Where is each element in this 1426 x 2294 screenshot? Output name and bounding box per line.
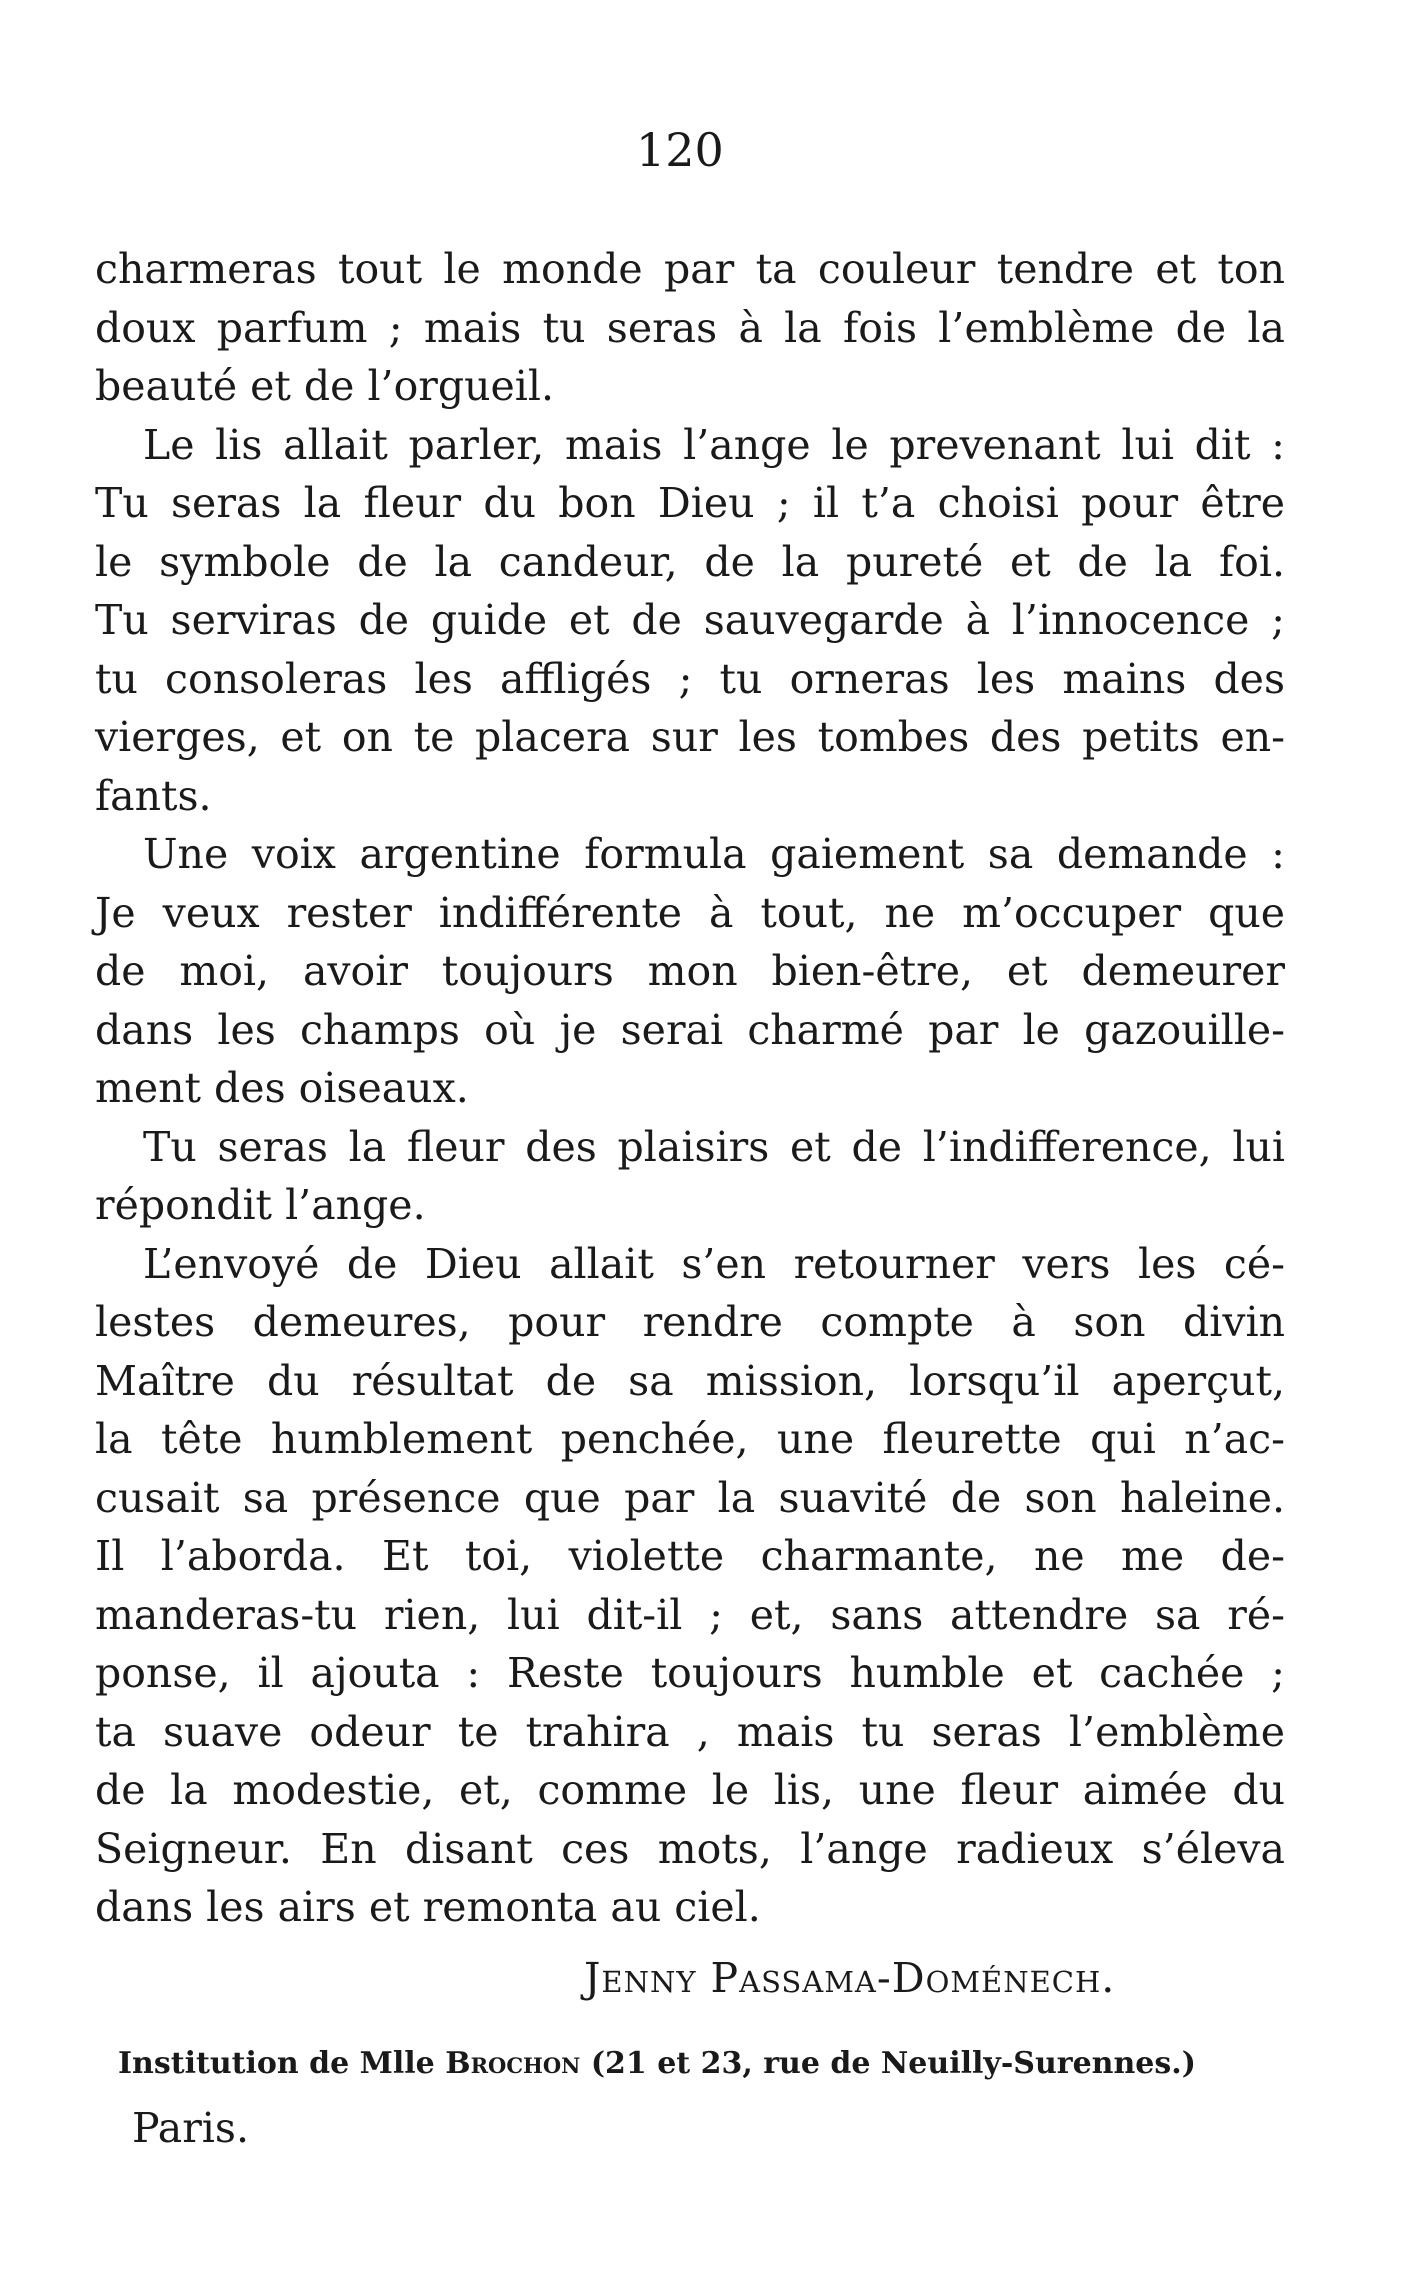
text-line: charmeras tout le monde par ta couleur tendre et ton: [95, 245, 1285, 293]
text-line: beauté et de l’orgueil.: [95, 362, 555, 410]
text-line: fants.: [95, 771, 212, 820]
text-line: manderas-tu rien, lui dit-il ; et, sans attendre sa ré-: [95, 1590, 1285, 1639]
text-line: cusait sa présence que par la suavité de son haleine.: [95, 1473, 1285, 1522]
author-signature: Jenny Passama-Doménech.: [584, 1954, 1116, 2002]
text-line: dans les champs où je serai charmé par le gazouille-: [95, 1005, 1285, 1054]
page-number: 120: [636, 123, 724, 177]
text-line: Le lis allait parler, mais l’ange le prevenant lui dit :: [143, 420, 1285, 469]
text-line: de moi, avoir toujours mon bien-être, et demeurer: [95, 947, 1285, 995]
city-name: Paris.: [132, 2104, 249, 2152]
institution-prefix: Institution de Mlle: [118, 2046, 446, 2081]
text-line: tu consoleras les affligés ; tu orneras les mains des: [95, 654, 1285, 703]
text-line: L’envoyé de Dieu allait s’en retourner vers les cé-: [143, 1239, 1285, 1288]
text-line: le symbole de la candeur, de la pureté et de la foi.: [95, 537, 1285, 586]
text-line: ponse, il ajouta : Reste toujours humble et cachée ;: [95, 1649, 1285, 1697]
text-line: de la modestie, et, comme le lis, une fleur aimée du: [95, 1766, 1285, 1814]
text-line: dans les airs et remonta au ciel.: [95, 1883, 761, 1931]
text-line: Une voix argentine formula gaiement sa demande :: [143, 830, 1285, 878]
text-line: Maître du résultat de sa mission, lorsqu’il aperçut,: [95, 1356, 1285, 1405]
text-line: répondit l’ange.: [95, 1181, 426, 1229]
text-line: ta suave odeur te trahira , mais tu seras l’emblème: [95, 1707, 1285, 1756]
institution-note: [118, 2042, 1196, 2086]
institution-address: (21 et 23, rue de Neuilly-Surennes.): [580, 2046, 1196, 2081]
text-line: Tu seras la fleur du bon Dieu ; il t’a choisi pour être: [95, 479, 1285, 527]
text-line: Tu serviras de guide et de sauvegarde à l’innocence ;: [95, 596, 1285, 644]
text-line: Tu seras la fleur des plaisirs et de l’indifference, lui: [143, 1122, 1285, 1171]
institution-name: Brochon: [445, 2046, 581, 2081]
text-line: Seigneur. En disant ces mots, l’ange radieux s’éleva: [95, 1824, 1285, 1873]
text-line: ment des oiseaux.: [95, 1064, 469, 1112]
text-line: la tête humblement penchée, une fleurette qui n’ac-: [95, 1415, 1285, 1463]
text-line: Il l’aborda. Et toi, violette charmante, ne me de-: [95, 1532, 1285, 1580]
body-text: [95, 240, 1285, 1937]
text-line: doux parfum ; mais tu seras à la fois l’emblème de la: [95, 303, 1285, 352]
text-line: lestes demeures, pour rendre compte à son divin: [95, 1298, 1285, 1346]
text-line: vierges, et on te placera sur les tombes des petits en-: [95, 713, 1285, 761]
text-line: Je veux rester indifférente à tout, ne m’occuper que: [95, 888, 1285, 937]
